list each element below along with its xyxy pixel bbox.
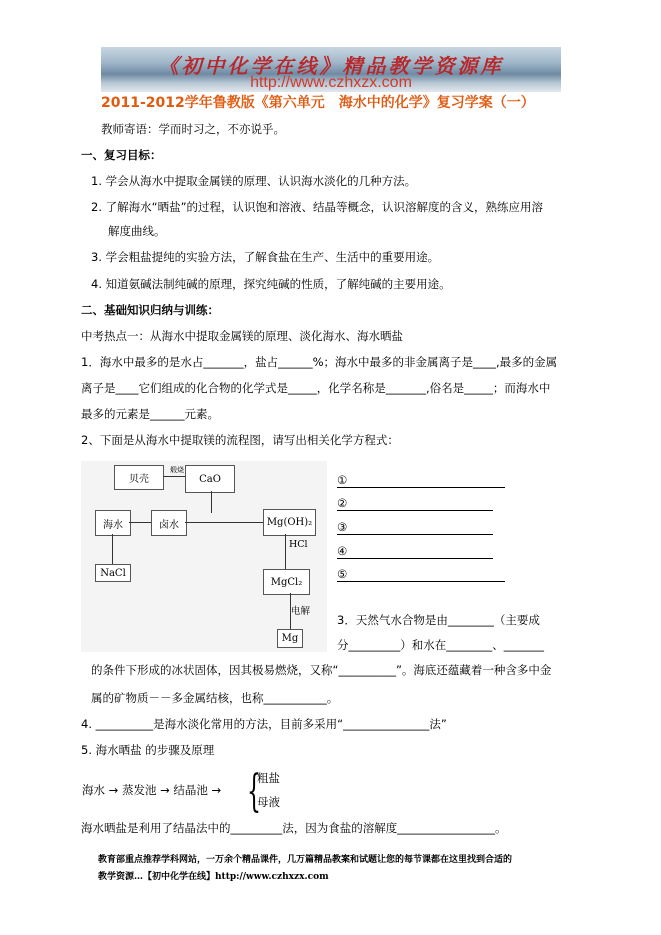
footer-line: 教学资源…【初中化学在线】http://www.czhxzx.com [98,872,329,882]
question-3: 3．天然气水合物是由________（主要成 [337,613,540,627]
node-shell: 贝壳 [114,465,164,490]
question-1-cont: 离子是____它们组成的化合物的化学式是_____，化学名称是_______,俗名是_____；而海水中 [81,381,551,395]
document-title: 2011-2012学年鲁教版《第六单元 海水中的化学》复习学案（一） [101,95,535,111]
magnesium-flow-diagram [81,461,327,652]
flow-output-crude-salt: 粗盐 [257,771,280,785]
question-1: 1．海水中最多的是水占_______，盐占______%；海水中最多的非金属离子是____,最多的金属 [81,355,558,369]
section2-heading: 二、基础知识归纳与训练： [81,303,219,317]
answer-5: ⑤ [337,567,348,581]
node-mgcl2: MgCl₂ [263,569,310,595]
node-mgoh2: Mg(OH)₂ [263,509,316,536]
teacher-motto: 教师寄语：学而时习之，不亦说乎。 [101,122,285,136]
answer-blank[interactable] [337,581,505,582]
last-question: 海水晒盐是利用了结晶法中的_________法，因为食盐的溶解度_________________。 [81,821,507,835]
calcine-label: 煅烧 [170,466,184,474]
node-cao: CaO [185,465,235,493]
electrolysis-label: 电解 [291,606,311,617]
question-3-cont: 的条件下形成的冰状固体，因其极易燃烧，又称“__________”。海底还蕴藏着一种含多中金 [91,663,552,677]
arrow [112,534,113,564]
question-2: 2、下面是从海水中提取镁的流程图，请写出相关化学方程式： [81,433,399,447]
goal-item: 4. 知道氨碱法制纯碱的原理，探究纯碱的性质，了解纯碱的主要用途。 [91,277,451,291]
arrow [285,534,286,569]
question-1-cont: 最多的元素是______元素。 [81,407,219,421]
hcl-label: HCl [289,539,308,550]
answer-blank[interactable] [337,534,493,535]
banner-url[interactable]: http://www.czhxzx.com [250,74,412,91]
answer-4: ④ [337,544,348,558]
answer-blank[interactable] [337,558,493,559]
answer-3: ③ [337,520,348,534]
question-4: 4. __________是海水淡化常用的方法，目前多采用“_______________法” [81,717,447,731]
question-3-cont: 属的矿物质－－多金属结核，也称___________。 [91,691,339,705]
section1-heading: 一、复习目标： [81,148,162,162]
arrow [129,522,151,523]
goal-item-cont: 解度曲线。 [108,224,166,238]
answer-blank[interactable] [337,487,505,488]
flow-output-mother-liquor: 母液 [257,795,280,809]
node-brine: 卤水 [151,510,187,536]
brace-icon: { [247,766,261,817]
goal-item: 2. 了解海水“晒盐”的过程，认识饱和溶液、结晶等概念，认识溶解度的含义，熟练应用溶 [91,200,544,214]
footer-line: 教育部重点推荐学科网站，一万余个精品课件，几万篇精品教案和试题让您的每节课都在这里找到合适的 [98,855,513,865]
goal-item: 3. 学会粗盐提纯的实验方法，了解食盐在生产、生活中的重要用途。 [91,250,440,264]
answer-blank[interactable] [337,510,493,511]
answer-2: ② [337,496,348,510]
salt-flow: 海水 → 蒸发池 → 结晶池 → [82,783,222,797]
arrow [185,522,263,523]
node-nacl: NaCl [95,564,131,582]
node-seawater: 海水 [95,510,131,536]
arrow [211,491,212,513]
arrow [290,593,291,629]
question-5: 5. 海水晒盐 的步骤及原理 [81,743,215,757]
goal-item: 1. 学会从海水中提取金属镁的原理、认识海水淡化的几种方法。 [91,174,417,188]
answer-1: ① [337,473,348,487]
hotspot-line: 中考热点一：从海水中提取金属镁的原理、淡化海水、海水晒盐 [81,329,403,343]
arrow [163,476,185,477]
node-mg: Mg [277,629,303,648]
banner-title: 《初中化学在线》精品教学资源库 [158,54,504,78]
banner-logo [101,47,561,92]
question-3-cont: 分_________）和水在________、_______ [337,638,544,652]
